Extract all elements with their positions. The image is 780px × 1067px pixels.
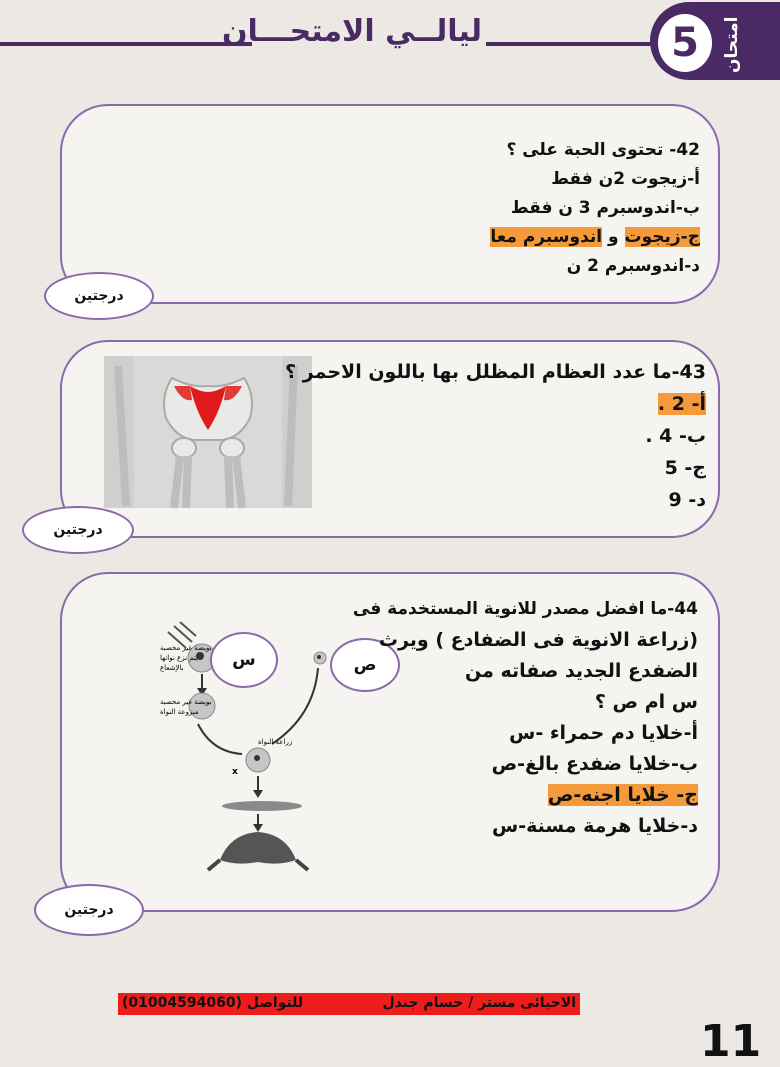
question-42-option-c: ج-زيجوت و اندوسبرم معا bbox=[490, 227, 700, 247]
diagram-label-6: زراعة النواة bbox=[258, 738, 293, 746]
footer-bar bbox=[118, 993, 580, 1015]
diagram-label-5: منزوعة النواة bbox=[160, 708, 199, 716]
question-44-option-d: د-خلايا هرمة مسنة-س bbox=[491, 815, 698, 837]
question-44 bbox=[336, 594, 698, 842]
question-43-stem: 43-ما عدد العظام المظلل بها باللون الاحمر ؟ bbox=[285, 361, 706, 383]
question-42-stem: 42- تحتوى الحبة على ؟ bbox=[506, 140, 700, 160]
question-42 bbox=[300, 136, 700, 281]
footer-author: الاحيائى مستر / حسام جندل bbox=[382, 995, 576, 1011]
question-44-option-c: ج- خلايا اجنه-ص bbox=[547, 784, 698, 806]
question-44-option-a: أ-خلايا دم حمراء -س bbox=[509, 722, 698, 744]
question-44-stem-1: 44-ما افضل مصدر للانوية المستخدمة فى bbox=[352, 599, 698, 619]
diagram-label-4: بويضة غير مخصبة bbox=[160, 698, 212, 706]
question-44-stem-3: الضفدع الجديد صفاته من bbox=[465, 660, 698, 682]
question-43-option-a: أ- 2 . bbox=[657, 393, 706, 415]
question-42-option-a: أ-زيجوت 2ن فقط bbox=[551, 169, 700, 189]
question-42-grade: درجتين bbox=[44, 272, 154, 320]
question-43-option-d: د- 9 bbox=[668, 489, 706, 511]
header-line-left bbox=[0, 42, 252, 46]
question-44-grade: درجتين bbox=[34, 884, 144, 936]
question-42-option-b: ب-اندوسبرم 3 ن فقط bbox=[510, 198, 700, 218]
header-line-right bbox=[486, 42, 656, 46]
page-number: 11 bbox=[700, 1016, 762, 1067]
question-44-option-b: ب-خلايا ضفدع بالغ-ص bbox=[491, 753, 698, 775]
question-43-grade: درجتين bbox=[22, 506, 134, 554]
highlight-endosperm: اندوسبرم bbox=[522, 227, 603, 247]
pelvis-image bbox=[104, 356, 312, 508]
question-44-stem-4: س ام ص ؟ bbox=[594, 691, 698, 713]
question-43 bbox=[285, 356, 706, 516]
diagram-label-1: بويضة غير مخصبة bbox=[160, 644, 212, 652]
bubble-sin: س bbox=[210, 632, 278, 688]
question-44-stem-2: (زراعة الانوية فى الضفادع ) ويرث bbox=[378, 629, 698, 651]
bubble-sad: ص bbox=[330, 638, 400, 692]
diagram-label-2: يتم نزع نواتها bbox=[160, 654, 198, 662]
highlight-zygote: ج-زيجوت bbox=[624, 227, 700, 247]
exam-label: امتحان bbox=[722, 16, 742, 74]
header-title: ليالــي الامتحـــان bbox=[221, 14, 482, 49]
exam-number: 5 bbox=[658, 14, 712, 72]
pelvis-illustration bbox=[104, 356, 312, 508]
question-43-option-c: ج- 5 bbox=[664, 457, 706, 479]
question-42-option-d: د-اندوسبرم 2 ن bbox=[566, 256, 700, 276]
diagram-label-3: بالإشعاع bbox=[160, 664, 184, 672]
diagram-x-mark: x bbox=[232, 767, 238, 777]
footer-contact: للتواصل (01004594060) bbox=[122, 995, 304, 1011]
question-43-option-b: ب- 4 . bbox=[645, 425, 706, 447]
